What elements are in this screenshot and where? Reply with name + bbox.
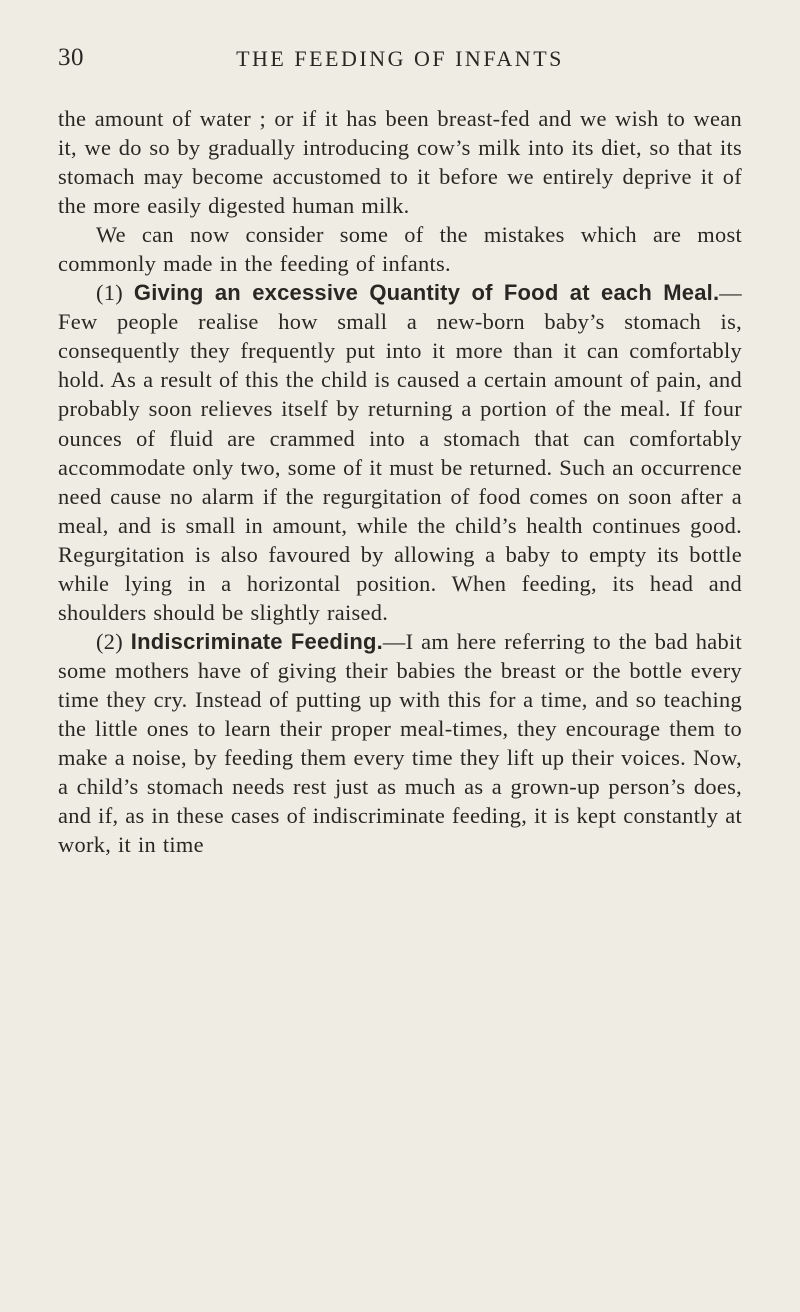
paragraph-text: —I am here referring to the bad habit some mothers have of giving their babies the breast or the bottle every time they cry. Instead of putting up with this for a time, and so teaching the little ones to learn their proper meal-times, they encourage them to make a noise, by feeding them every time they lift up their voices. Now, a child’s stomach needs rest just as much as a grown-up person’s does, and if, as in these cases of indiscriminate feeding, it is kept constantly at work, it in time [58, 628, 742, 858]
body-text [58, 104, 742, 859]
paragraph-text: —Few people realise how small a new-born baby’s stomach is, consequently they frequently put into it more than it can comfortably hold. As a result of this the child is caused a certain amount of pain, and probably soon relieves itself by returning a portion of the meal. If four ounces of fluid are crammed into a stomach that can comfortably accommodate only two, some of it must be returned. Such an occurrence need cause no alarm if the regurgitation of food comes on soon after a meal, and is small in amount, while the child’s health continues good. Regurgitation is also favoured by allowing a baby to empty its bottle while lying in a horizontal position. When feeding, its head and shoulders should be slightly raised. [58, 280, 742, 625]
paragraph-text: We can now consider some of the mistakes which are most commonly made in the feeding of infants. [58, 222, 742, 277]
section-number: (2) [96, 628, 124, 654]
section-heading: Giving an excessive Quantity of Food at each Meal. [133, 280, 720, 306]
section-indiscriminate-feeding [58, 627, 742, 859]
page-number: 30 [58, 44, 84, 71]
paragraph-continuation [58, 104, 742, 220]
running-head: THE FEEDING OF INFANTS [236, 46, 564, 71]
paragraph-text: the amount of water ; or if it has been breast-fed and we wish to wean it, we do so by gradually introducing cow’s milk into its diet, so that its stomach may become accustomed to it before we entirely deprive it of the more easily digested human milk. [58, 106, 742, 219]
page-header [58, 44, 742, 84]
section-number: (1) [96, 280, 124, 306]
paragraph-intro [58, 220, 742, 278]
section-heading: Indiscriminate Feeding. [130, 628, 383, 654]
section-excessive-quantity [58, 278, 742, 627]
